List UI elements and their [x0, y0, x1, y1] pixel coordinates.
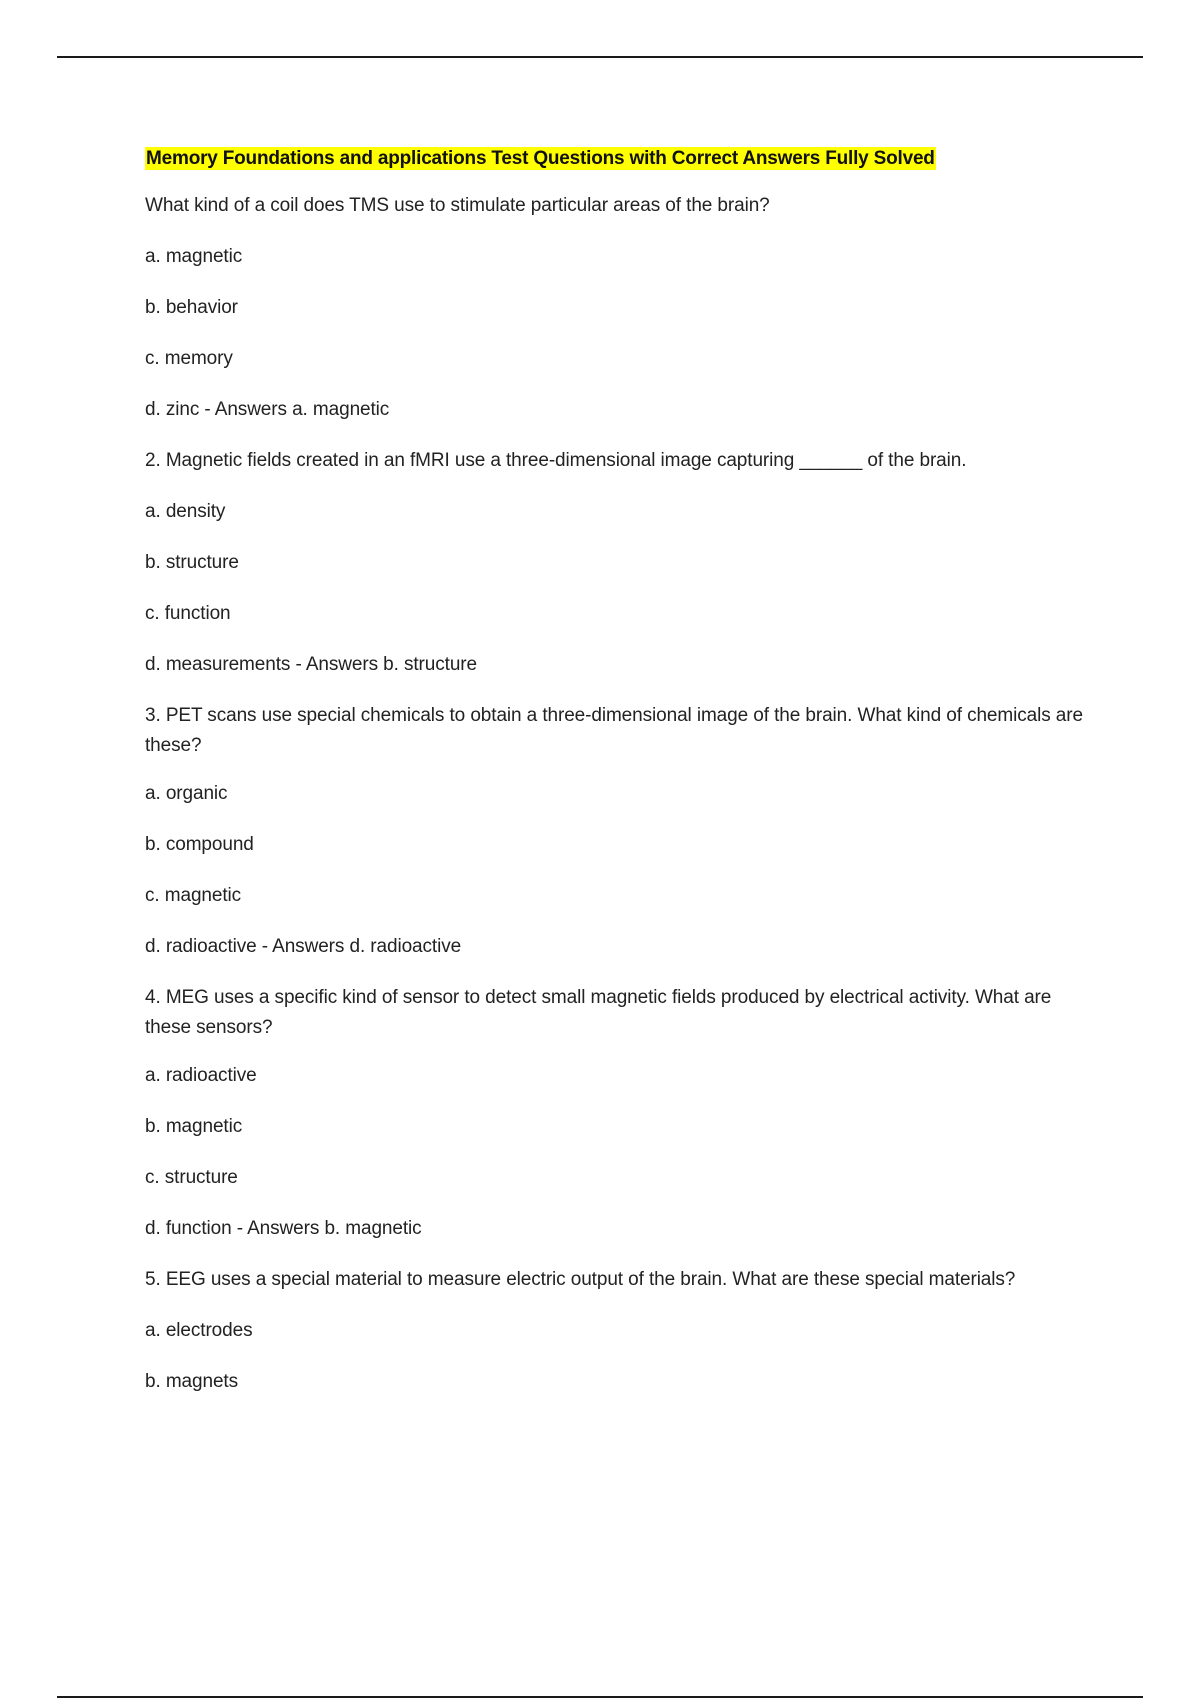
option-5a: a. electrodes [145, 1320, 253, 1341]
option-3b: b. compound [145, 834, 254, 855]
option-4a: a. radioactive [145, 1065, 257, 1086]
option-4b: b. magnetic [145, 1116, 243, 1137]
option-3c: c. magnetic [145, 885, 242, 906]
option-1d-answer: d. zinc - Answers a. magnetic [145, 399, 390, 420]
document-body [145, 144, 1085, 1418]
question-2: 2. Magnetic fields created in an fMRI use a three-dimensional image capturing ______ of the brain. [145, 450, 967, 471]
question-5: 5. EEG uses a special material to measure electric output of the brain. What are these special materials? [145, 1269, 1016, 1290]
option-2a: a. density [145, 501, 226, 522]
option-2c: c. function [145, 603, 231, 624]
option-1a: a. magnetic [145, 246, 243, 267]
option-5b: b. magnets [145, 1371, 238, 1392]
option-3d-answer: d. radioactive - Answers d. radioactive [145, 936, 462, 957]
question-4: 4. MEG uses a specific kind of sensor to detect small magnetic fields produced by electrical activity. What are these sensors? [145, 987, 1052, 1038]
title-highlight: Memory Foundations and applications Test Questions with Correct Answers Fully Solved [146, 148, 935, 169]
option-4d-answer: d. function - Answers b. magnetic [145, 1218, 422, 1239]
option-2b: b. structure [145, 552, 239, 573]
question-3: 3. PET scans use special chemicals to obtain a three-dimensional image of the brain. What kind of chemicals are these? [145, 705, 1083, 756]
option-1b: b. behavior [145, 297, 238, 318]
option-4c: c. structure [145, 1167, 238, 1188]
header-rule [57, 56, 1143, 58]
document-title [145, 144, 1085, 174]
option-3a: a. organic [145, 783, 228, 804]
option-2d-answer: d. measurements - Answers b. structure [145, 654, 477, 675]
footer-rule [57, 1696, 1143, 1698]
question-1: What kind of a coil does TMS use to stimulate particular areas of the brain? [145, 195, 770, 216]
option-1c: c. memory [145, 348, 233, 369]
